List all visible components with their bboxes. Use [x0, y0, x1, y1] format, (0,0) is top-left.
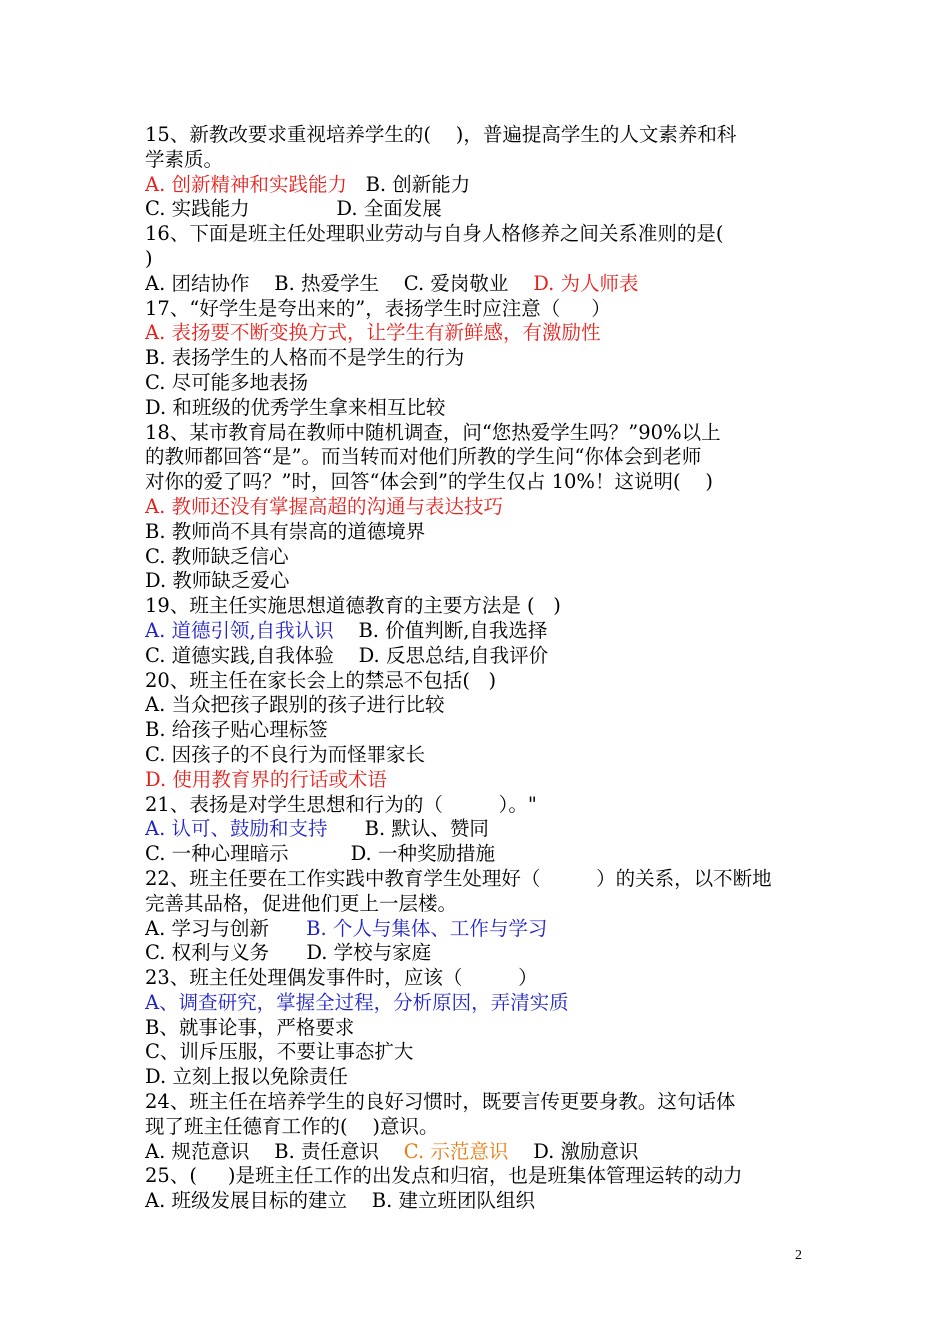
text-segment: A. 班级发展目标的建立 B. 建立班团队组织	[145, 1189, 536, 1213]
question-line	[145, 1140, 810, 1165]
question-stem-line	[145, 966, 810, 991]
highlighted-answer: A. 认可、鼓励和支持	[145, 817, 328, 841]
question-stem-line	[145, 1164, 810, 1189]
question-q15	[145, 123, 810, 222]
question-q19	[145, 594, 810, 668]
question-line	[145, 817, 810, 842]
question-stem-line	[145, 222, 810, 247]
question-line	[145, 197, 810, 222]
question-list	[145, 123, 810, 1214]
text-segment: C. 因孩子的不良行为而怪罪家长	[145, 742, 426, 766]
text-segment: 现了班主任德育工作的( )意识。	[145, 1114, 439, 1138]
text-segment: 22、班主任要在工作实践中教育学生处理好（ ）的关系，以不断地	[145, 866, 772, 890]
question-line	[145, 743, 810, 768]
question-line	[145, 569, 810, 594]
text-segment: D. 立刻上报以免除责任	[145, 1065, 348, 1089]
text-segment: D. 教师缺乏爱心	[145, 569, 290, 593]
highlighted-answer: D. 为人师表	[533, 271, 639, 295]
text-segment: 的教师都回答“是”。而当转而对他们所教的学生问“你体会到老师	[145, 445, 702, 469]
question-stem-line	[145, 793, 810, 818]
question-line	[145, 396, 810, 421]
question-stem-line	[145, 297, 810, 322]
text-segment: 24、班主任在培养学生的良好习惯时，既要言传更要身教。这句话体	[145, 1090, 736, 1114]
text-segment: 17、“好学生是夸出来的”，表扬学生时应注意（ ）	[145, 296, 611, 320]
text-segment: C. 教师缺乏信心	[145, 544, 289, 568]
text-segment: B. 表扬学生的人格而不是学生的行为	[145, 346, 465, 370]
page-number: 2	[795, 1248, 802, 1263]
text-segment: 学素质。	[145, 147, 224, 171]
highlighted-answer: D. 使用教育界的行话或术语	[145, 767, 387, 791]
text-segment: B. 给孩子贴心理标签	[145, 718, 328, 742]
text-segment: C. 一种心理暗示 D. 一种奖励措施	[145, 842, 495, 866]
question-line	[145, 842, 810, 867]
question-line	[145, 991, 810, 1016]
question-stem-line	[145, 123, 810, 148]
question-q21	[145, 793, 810, 867]
text-segment: C. 道德实践,自我体验 D. 反思总结,自我评价	[145, 643, 549, 667]
question-line	[145, 495, 810, 520]
highlighted-answer: A. 教师还没有掌握高超的沟通与表达技巧	[145, 494, 503, 518]
text-segment: 20、班主任在家长会上的禁忌不包括( )	[145, 668, 497, 692]
text-segment: 完善其品格，促进他们更上一层楼。	[145, 891, 458, 915]
text-segment: A. 当众把孩子跟别的孩子进行比较	[145, 693, 445, 717]
question-line	[145, 693, 810, 718]
question-line	[145, 346, 810, 371]
text-segment: D. 激励意识	[508, 1139, 639, 1163]
question-stem-line	[145, 421, 810, 446]
text-segment: )	[145, 246, 153, 270]
highlighted-answer: B. 个人与集体、工作与学习	[306, 916, 548, 940]
text-segment: 21、表扬是对学生思想和行为的（ ）。"	[145, 792, 537, 816]
question-line	[145, 148, 810, 173]
question-q24	[145, 1090, 810, 1164]
question-line	[145, 1189, 810, 1214]
text-segment: B. 默认、赞同	[327, 817, 489, 841]
question-line	[145, 545, 810, 570]
text-segment: C. 实践能力 D. 全面发展	[145, 197, 442, 221]
text-segment: 16、下面是班主任处理职业劳动与自身人格修养之间关系准则的是(	[145, 222, 724, 246]
highlighted-answer: C. 示范意识	[403, 1139, 509, 1163]
question-line	[145, 644, 810, 669]
question-line	[145, 445, 810, 470]
question-line	[145, 520, 810, 545]
text-segment: 23、班主任处理偶发事件时，应该（ ）	[145, 966, 538, 990]
question-q16	[145, 222, 810, 296]
question-line	[145, 619, 810, 644]
question-line	[145, 1040, 810, 1065]
question-line	[145, 247, 810, 272]
question-line	[145, 371, 810, 396]
highlighted-answer: A、调查研究，掌握全过程，分析原因，弄清实质	[145, 990, 569, 1014]
highlighted-answer: A. 道德引领,自我认识	[145, 618, 334, 642]
question-line	[145, 892, 810, 917]
text-segment: B. 教师尚不具有崇高的道德境界	[145, 519, 426, 543]
text-segment: C、训斥压服，不要让事态扩大	[145, 1040, 414, 1064]
question-stem-line	[145, 669, 810, 694]
highlighted-answer: A. 表扬要不断变换方式，让学生有新鲜感，有激励性	[145, 321, 601, 345]
question-q23	[145, 966, 810, 1090]
question-stem-line	[145, 594, 810, 619]
question-q18	[145, 421, 810, 595]
question-line	[145, 470, 810, 495]
text-segment: B、就事论事，严格要求	[145, 1015, 355, 1039]
text-segment: 15、新教改要求重视培养学生的( )，普遍提高学生的人文素养和科	[145, 123, 737, 146]
question-line	[145, 718, 810, 743]
text-segment: A. 学习与创新	[145, 916, 307, 940]
question-line	[145, 917, 810, 942]
highlighted-answer: A. 创新精神和实践能力	[145, 172, 347, 196]
text-segment: B. 价值判断,自我选择	[333, 618, 548, 642]
text-segment: D. 和班级的优秀学生拿来相互比较	[145, 395, 446, 419]
question-line	[145, 768, 810, 793]
question-line	[145, 1016, 810, 1041]
text-segment: C. 尽可能多地表扬	[145, 370, 309, 394]
question-line	[145, 173, 810, 198]
text-segment: C. 权利与义务 D. 学校与家庭	[145, 941, 432, 965]
question-q17	[145, 297, 810, 421]
text-segment: B. 创新能力	[346, 172, 471, 196]
text-segment: 18、某市教育局在教师中随机调查，问“您热爱学生吗？”90%以上	[145, 420, 721, 444]
question-stem-line	[145, 1090, 810, 1115]
question-line	[145, 1065, 810, 1090]
question-q20	[145, 669, 810, 793]
text-segment: A. 规范意识 B. 责任意识	[145, 1139, 404, 1163]
question-line	[145, 1115, 810, 1140]
text-segment: 25、( )是班主任工作的出发点和归宿，也是班集体管理运转的动力	[145, 1164, 743, 1188]
question-stem-line	[145, 867, 810, 892]
question-line	[145, 272, 810, 297]
text-segment: 对你的爱了吗？”时，回答“体会到”的学生仅占 10%！这说明( )	[145, 470, 713, 494]
question-line	[145, 941, 810, 966]
question-q25	[145, 1164, 810, 1214]
text-segment: 19、班主任实施思想道德教育的主要方法是 ( )	[145, 594, 561, 618]
question-line	[145, 321, 810, 346]
question-q22	[145, 867, 810, 966]
text-segment: A. 团结协作 B. 热爱学生 C. 爱岗敬业	[145, 271, 534, 295]
